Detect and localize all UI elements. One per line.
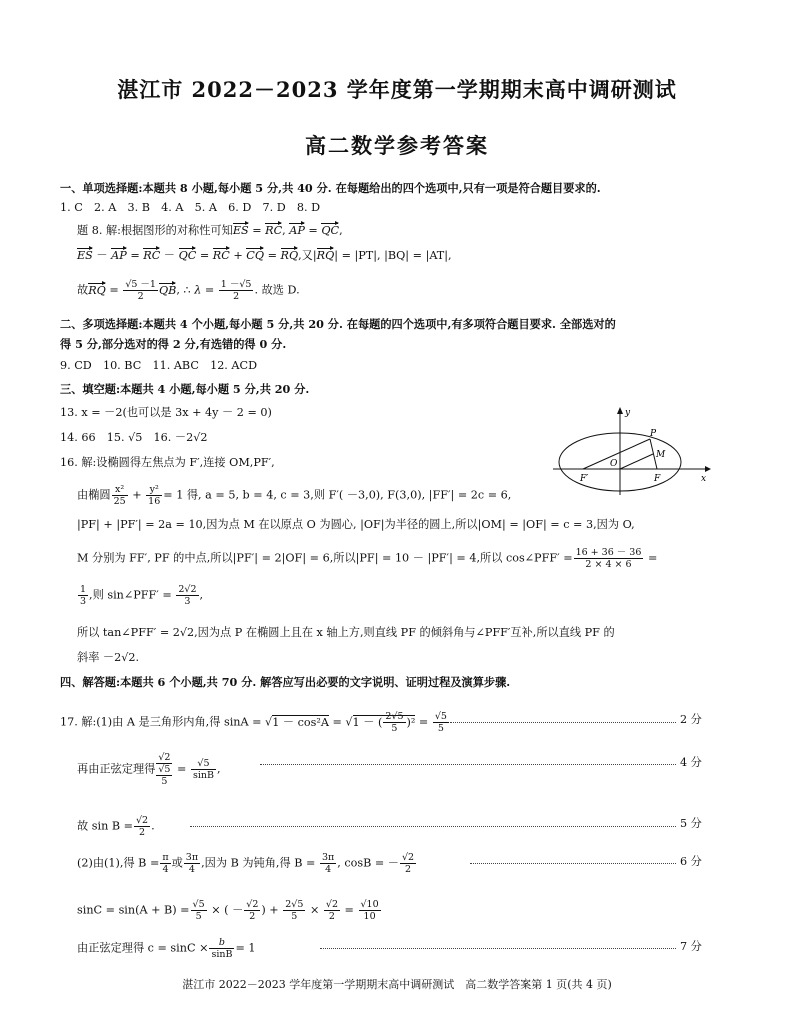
q17-score-4: 6 分 [680,855,702,868]
q17-score-1: 2 分 [680,713,702,726]
label-y: y [625,408,631,418]
ellipse-figure [553,405,713,495]
q17-step3: 故 sin B = $\frac{√2}{2}$ . [77,815,155,838]
q16-line6: 所以 tan∠PFF′ = 2√2,因为点 P 在椭圆上且在 x 轴上方,则直线 PF 的倾斜角与∠PFF′互补,所以直线 PF 的 [77,626,615,639]
q17-score-2: 4 分 [680,756,702,769]
segment-om [620,454,653,469]
q16-line3: |PF| + |PF′| = 2a = 10,因为点 M 在以原点 O 为圆心, |OF|为半径的圆上,所以|OM| = |OF| = c = 3,因为 O, [77,518,635,531]
label-m: M [656,450,666,460]
answer-14-16: 14. 66 15. √5 16. －2√2 [60,431,208,444]
section4-heading: 四、解答题:本题共 6 个小题,共 70 分. 解答应写出必要的文字说明、证明过程及演算步骤. [60,675,511,689]
q17-step1: 17. 解:(1)由 A 是三角形内角,得 sinA = √1 － cos²A = √1 － ( $\frac{2√5}{5}$ )² = $\frac{√5}{5}$ [60,711,447,734]
section1-answers: 1. C 2. A 3. B 4. A 5. A 6. D 7. D 8. D [60,201,321,214]
section1-heading: 一、单项选择题:本题共 8 小题,每小题 5 分,共 40 分. 在每题给出的四个选项中,只有一项是符合题目要求的. [60,181,601,195]
q17-dots-2 [260,764,676,765]
q17-step6: 由正弦定理得 c = sinC × $\frac{b}{\sin B}$ = 1 [77,937,256,960]
answer-subtitle: 高二数学参考答案 [305,133,489,158]
label-o: O [610,459,618,469]
label-p: P [650,429,657,439]
q8-line3: 故RQ = $\frac{√5 -1}{2}$ QB, ∴ λ = $\frac{1 -√5}{2}$ . 故选 D. [77,279,300,302]
section3-heading: 三、填空题:本题共 4 小题,每小题 5 分,共 20 分. [60,382,310,396]
q17-dots-6 [320,948,676,949]
q17-score-5: 7 分 [680,940,702,953]
section2-answers: 9. CD 10. BC 11. ABC 12. ACD [60,359,258,372]
exam-title: 湛江市 2022－2023 学年度第一学期期末高中调研测试 [117,77,677,102]
q16-line5: $\frac{1}{3}$ ,则 sin∠PFF′ = $\frac{2√2}{3}$ , [80,584,204,607]
q17-score-3: 5 分 [680,817,702,830]
q17-step4: (2)由(1),得 B = $\frac{\pi}{4}$ 或 $\frac{3\pi}{4}$ ,因为 B 为钝角,得 B = $\frac{3\pi}{4}$ , cosB = － $\frac{√2}{2}$ [77,852,415,875]
q17-dots-1 [450,722,676,723]
q17-dots-3 [190,826,676,827]
x-axis-arrow [705,466,711,472]
y-axis-arrow [617,407,623,414]
label-f-prime: F′ [580,474,589,484]
q16-line7: 斜率 －2√2. [77,651,140,664]
section2-heading-cont: 得 5 分,部分选对的得 2 分,有选错的得 0 分. [60,337,287,351]
label-x: x [701,474,707,484]
section2-heading: 二、多项选择题:本题共 4 个小题,每小题 5 分,共 20 分. 在每题的四个选项中,有多项符合题目要求. 全部选对的 [60,317,616,331]
q17-step2: 再由正弦定理得 √2 √5 5 = $\frac{√5}{\sin B}$ , [77,752,221,787]
q8-line1: 题 8. 解:根据图形的对称性可知ES = RC, AP = QC, [77,224,343,237]
q16-line4: M 分别为 FF′, PF 的中点,所以|PF′| = 2|OF| = 6,所以|PF| = 10 － |PF′| = 4,所以 cos∠PFF′ = $\frac{16 + 36 - 36}{2 \times 4 \times 6}$ = [77,547,658,570]
q16-line1: 16. 解:设椭圆得左焦点为 F′,连接 OM,PF′, [60,456,275,469]
page-footer: 湛江市 2022－2023 学年度第一学期期末高中调研测试 高二数学答案第 1 页(共 4 页) [182,978,612,991]
label-f: F [654,474,661,484]
q8-line2: ES － AP = RC － QC = RC + CQ = RQ,又|RQ| = |PT|, |BQ| = |AT|, [77,249,452,262]
q16-line2: 由椭圆 $\frac{\text{x²}}{25}$ + $\frac{\text{y²}}{16}$ = 1 得, a = 5, b = 4, c = 3,则 F′( －3,0), F(3,0), |FF′| = 2c = 6, [77,484,512,507]
q17-step5: sinC = sin(A + B) = $\frac{√5}{5}$ × ( － $\frac{√2}{2}$ ) + $\frac{2√5}{5}$ × $\frac{√2}{2}$ = $\frac{√10}{10}$ [77,899,379,922]
q17-dots-4 [470,863,676,864]
answer-13: 13. x = －2(也可以是 3x + 4y － 2 = 0) [60,406,272,419]
